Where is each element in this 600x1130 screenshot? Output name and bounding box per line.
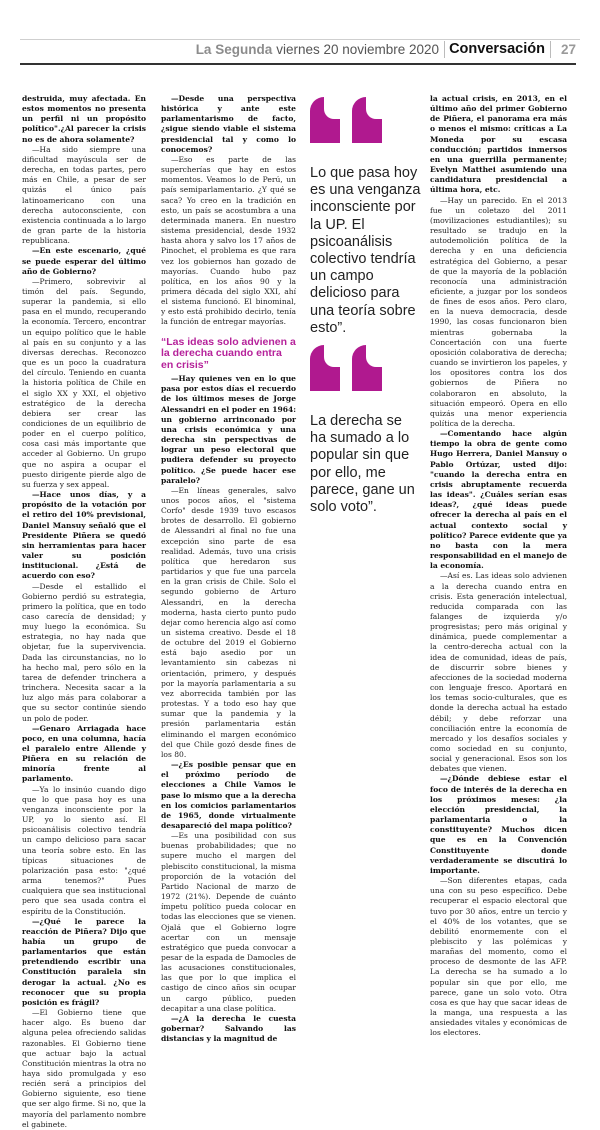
header-separator bbox=[444, 41, 445, 58]
interview-question: destruida, muy afectada. En estos momentos no presenta un perfil ni un propósito político".¿Al parecer la crisis no es de ahora solamente? bbox=[22, 94, 146, 144]
interview-question: —Genaro Arriagada hace poco, en una columna, hacía el paralelo entre Allende y Piñera en su relación de minoría frente al parlamento. bbox=[22, 723, 146, 784]
publication-name: La Segunda bbox=[195, 41, 273, 57]
interview-answer: —Ya lo insinúo cuando digo que lo que pasa hoy es una venganza inconsciente por la UP, yo lo siento así. El psicoanálisis colectivo tendría un campo delicioso para sacar una teoría sobre esto. En las típicas situaciones de polarización pasa esto: "¿qué arma tenemos?" Pues cualquiera que sea institucional pero que sea usada contra el espíritu de la Constitución. bbox=[22, 784, 146, 916]
article-column-4 bbox=[430, 94, 567, 1039]
pull-quote-text: Lo que pasa hoy es una venganza inconsciente por la UP. El psicoanálisis colectivo tendría un campo delicioso para una teoría sobre esto”. bbox=[310, 165, 421, 336]
header-separator bbox=[550, 41, 551, 58]
subheading: “Las ideas solo advienen a la derecha cuando entra en crisis” bbox=[161, 335, 296, 371]
pull-quote bbox=[310, 97, 422, 337]
interview-answer: —Hay un parecido. En el 2013 fue un coletazo del 2011 (movilizaciones estudiantiles); su resultado se tradujo en la autodemolición política de la derecha y en una deficiencia estratégica del Gobierno, a pesar de que la mayoría de la población reconocía una administración eficiente, a juzgar por los sondeos de fines de esos años. Pero claro, en la nueva democracia, desde 1990, las cosas funcionaron bien mientras gobernaba la Concertación con una fuerte oposición colaborativa de derecha; cuando se invirtieron los papeles, y los opositores contra los dos gobiernos de Piñera no colaboraron en absoluto, la situación empeoró. Opera en ello quizás una menor experiencia política de la derecha. bbox=[430, 195, 567, 428]
section-name: Conversación bbox=[449, 41, 545, 57]
interview-answer: —Ha sido siempre una dificultad mayúscula ser de derecha, en todas partes, pero más en Chile, a pesar de ser quizás el único país latinoamericano con una derecha autoconsciente, con existencia continuada a lo largo de gran parte de la historia republicana. bbox=[22, 144, 146, 246]
column-2-before bbox=[161, 94, 296, 328]
page-number: 27 bbox=[560, 41, 576, 57]
article-column-2 bbox=[161, 94, 296, 1044]
interview-answer: —En líneas generales, salvo unos pocos años, el "sistema Corfo" desde 1939 tuvo escasos brotes de desarrollo. El gobierno de Alessandri al final no fue una excepción sino parte de esa realidad. Además, tuvo una crisis política que heredaron sus partidarios y que fue una parcela en la gran crisis de Chile. Solo el segundo gobierno de Arturo Alessandri, en la derecha moderna, hasta cierto punto pudo dejar como herencia algo así como un sistema creativo. Desde el 18 de octubre del 2019 el Gobierno está bajo asedio por un levantamiento sin cabezas ni orientación, primero, y después por la mayoría parlamentaria a su vez aborrecida también por las protestas. Y a todo eso hay que sumar que la pandemia y la presión parlamentaria están eliminando el margen económico del que Chile gozó desde fines de los 80. bbox=[161, 485, 296, 759]
interview-question: —¿Es posible pensar que en el próximo período de elecciones a Chile Vamos le pase lo mismo que a la derecha en los comicios parlamentarios de 1965, donde virtualmente desapareció del mapa político? bbox=[161, 760, 296, 830]
quote-mark-icon bbox=[310, 97, 422, 143]
interview-answer: —Es una posibilidad con sus buenas probabilidades; que no supere mucho el margen del plebiscito constitucional, la misma proporción de la votación del Partido Nacional de marzo de 1972 (21%). Depende de cuánto ímpetu político pueda colocar en todas las elecciones que se vienen. Ojalá que el Gobierno logre acertar con un mensaje estratégico que pueda convocar a pesar de la espada de Damocles de las acusaciones constitucionales, las que por lo que implica el castigo de cinco años sin ocupar un cargo público, pueden decapitar a una clase política. bbox=[161, 831, 296, 1013]
interview-answer: —El Gobierno tiene que hacer algo. Es bueno dar alguna pelea ofreciendo salidas razonables. El Gobierno tiene que actuar bajo la actual Constitución mientras la otra no haya sido promulgada y eso recién será a principios del Gobierno siguiente, eso tiene que ser algo firme. Si no, que la mayoría del parlamento nombre el gabinete. bbox=[22, 1008, 146, 1129]
interview-question: —¿Dónde debiese estar el foco de interés de la derecha en los próximos meses: ¿la elección presidencial, la parlamentaria o la constituyente? Muchos dicen que es en la Convención Constituyente donde verdaderamente se discutirá lo importante. bbox=[430, 774, 567, 875]
header-rule bbox=[20, 63, 576, 65]
interview-answer: —Primero, sobrevivir al timón del país. Segundo, superar la pandemia, si ello pasa en el mundo, recuperando la economía. Tercero, encontrar un equipo político que le hable al país en su conjunto y a las diversas derechas. Reconozco que es un poco la cuadratura del círculo. Teniendo en cuanta la historia política de Chile en el siglo XX y XXI, el objetivo estratégico de la derecha debiera ser crear las condiciones de un equilibrio de poder en el cuerpo político, cosa casi más importante que acceder al Gobierno. Un grupo que no aspira a ocupar el puesto dirigente pierde algo de su fuerza y sex appeal. bbox=[22, 276, 146, 489]
interview-question: —Hay quienes ven en lo que pasa por estos días el recuerdo de los últimos meses de Jorge Alessandri en el poder en 1964: un gobierno arrinconado por una crisis económica y una derecha sin perspectivas de lograr un peso electoral que pudiera defender su proyecto político. ¿Se puede hacer ese paralelo? bbox=[161, 374, 296, 485]
pull-quote bbox=[310, 345, 422, 516]
interview-question: —En este escenario, ¿qué se puede esperar del último año de Gobierno? bbox=[22, 246, 146, 276]
interview-answer: —Desde el estallido el Gobierno perdió su estrategia, primero la política, que en todo caso carecía de densidad; y muy luego la económica. Su estrategia, no hay nada que objetar, fue la supervivencia. Dada las circunstancias, no lo ha hecho mal, pero sólo en la tarea de defender trinchera a trinchera. Necesita sacar a la luz algo más para colaborar a que su sector continúe siendo un polo de poder. bbox=[22, 581, 146, 723]
interview-answer: —Eso es parte de las supercherías que hay en estos momentos. Veamos lo de Perú, un país semiparlamentario. ¿Y qué se saca? Yo creo en la tradición en esto, un país se acostumbra a una determinada manera. En nuestro sistema presidencial, desde 1932 hasta ahora y salvo los 17 años de Pinochet, el problema es que rara vez los gobiernos han gozado de mayorías. Cuando hubo paz política, en los años 90 y la primera década del siglo XXI, ahí el sistema funcionó. El binominal, y esto está prohibido decirlo, tenía la función de entregar mayorías. bbox=[161, 154, 296, 327]
column-2-after bbox=[161, 374, 296, 1044]
interview-question: —Comentando hace algún tiempo la obra de gente como Hugo Herrera, Daniel Mansuy o Pablo Ortúzar, usted dijo: "cuando la derecha entra en crisis abruptamente recuerda las ideas". ¿Cuáles serían esas ideas?, ¿qué ideas puede ofrecer la derecha al país en el actual contexto social y político? Parece evidente que ya no basta con la mera responsabilidad en el manejo de la economía. bbox=[430, 429, 567, 571]
publication-date: viernes 20 noviembre 2020 bbox=[276, 41, 440, 57]
quote-mark-icon bbox=[310, 345, 422, 391]
pull-quote-text: La derecha se ha sumado a lo popular sin que por ello, me parece, gane un solo voto”. bbox=[310, 413, 415, 516]
page-header bbox=[196, 40, 576, 58]
interview-answer: —Así es. Las ideas solo advienen a la derecha cuando entra en crisis. Esta generación intelectual, reducida comparada con las falanges de izquierda y/o progresistas; pero más original y dinámica, puede complementar a la centro-derecha actual con la idea de comunidad, ideas de país, de discurrir sobre bienes y afecciones de la sociedad moderna con lenguaje fresco. Aportará en los temas socio-culturales, que es donde la derecha actual ha estado débil; y debe reforzar una conciliación entre la economía de mercado y los desafíos sociales y como sociedad en su conjunto, social y generacional. Esos son los debates que vienen. bbox=[430, 571, 567, 774]
interview-question: —¿Qué le parece la reacción de Piñera? Dijo que había un grupo de parlamentarios que están pretendiendo escribir una Constitución paralela sin derogar la actual. ¿No es reconocer que su propia posición es frágil? bbox=[22, 916, 146, 1007]
interview-question: —Desde una perspectiva histórica y ante este parlamentarismo de facto, ¿sigue siendo viable el sistema presidencial tal y como lo conocemos? bbox=[161, 94, 296, 154]
article-column-1 bbox=[22, 94, 146, 1130]
interview-answer: —Son diferentes etapas, cada una con su peso específico. Debe recuperar el espacio electoral que tuvo por 30 años, entre un tercio y el 40% de los votantes, que se debilitó enormemente con el plebiscito y las polémicas y marañas del momento, como el proceso de desmonte de las AFP. La derecha se ha sumado a lo popular sin que por ello, me parece, gane un solo voto. Otra cosa es que hay que sacar ideas de la manga, una respuesta a las ansiedades vitales y económicas de los electores. bbox=[430, 876, 567, 1038]
interview-question: —¿A la derecha le cuesta gobernar? Salvando las distancias y la magnitud de bbox=[161, 1013, 296, 1044]
interview-question: —Hace unos días, y a propósito de la votación por el retiro del 10% previsional, Daniel Mansuy señaló que el Presidente Piñera se quedó sin herramientas para hacer valer su posición institucional. ¿Está de acuerdo con eso? bbox=[22, 490, 146, 581]
interview-question: la actual crisis, en 2013, en el último año del primer Gobierno de Piñera, el panorama era más o menos el mismo: críticas a La Moneda por su escasa conducción; partidos inmersos en una guerrilla permanente; Evelyn Matthei asumiendo una candidatura presidencial a última hora, etc. bbox=[430, 94, 567, 195]
